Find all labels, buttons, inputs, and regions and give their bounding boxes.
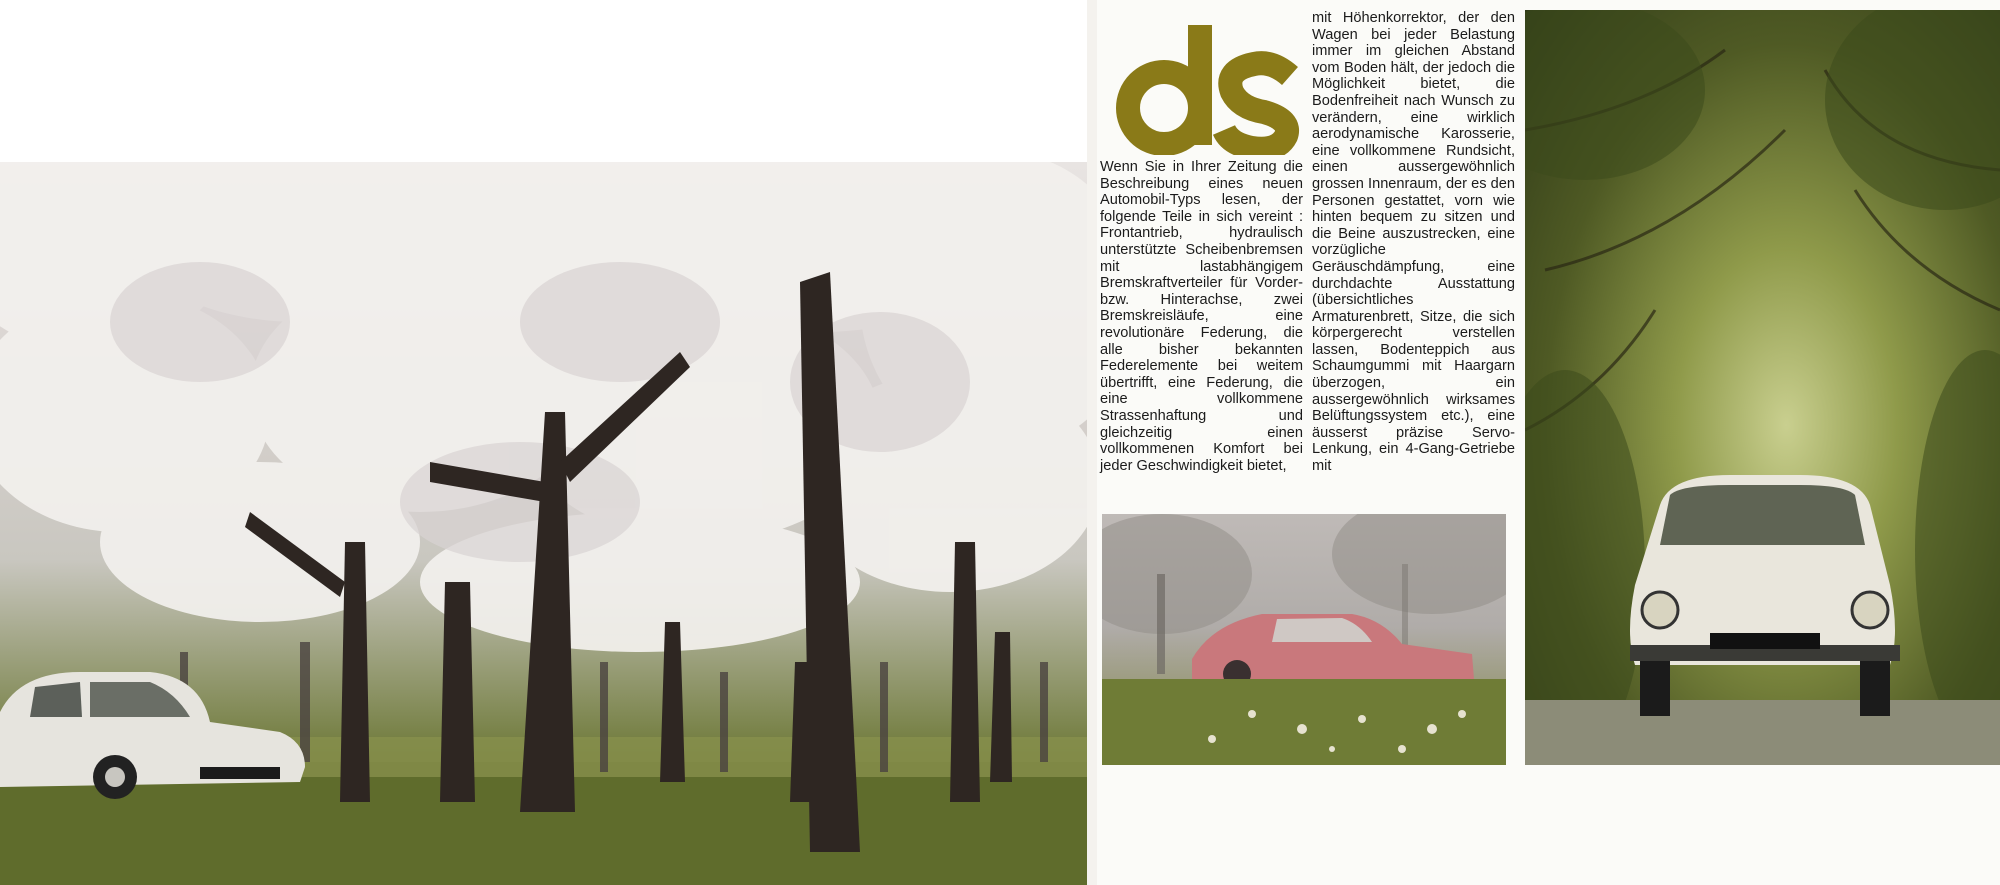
forest-photo (1525, 10, 2000, 765)
orchard-photo (0, 162, 1087, 885)
page-top-margin (0, 0, 1087, 162)
fog-photo (1102, 514, 1506, 765)
body-text-column-2: mit Höhenkorrektor, der den Wagen bei jeder Belastung immer im gleichen Abstand vom Boden hält, der jedoch die Möglichkeit bietet, die Bodenfreiheit nach Wunsch zu verändern, eine wirklich aerodynamische Karosserie, eine vollkommene Rundsicht, einen aussergewöhnlich grossen Innenraum, der es den Personen gestattet, vorn wie hinten bequem zu sitzen und die Beine auszustrecken, eine vorzügliche Geräuschdämpfung, eine durchdachte Ausstattung (übersichtliches Armaturenbrett, Sitze, die sich körpergerecht verstellen lassen, Bodenteppich aus Schaumgummi mit Haargarn überzogen, ein aussergewöhnlich wirksames Belüftungssystem etc.), eine äusserst präzise Servo-Lenkung, ein 4-Gang-Getriebe mit (1312, 10, 1515, 475)
body-text-column-1: Wenn Sie in Ihrer Zeitung die Beschreibung eines neuen Automobil-Typs lesen, der folgende Teile in sich vereint : Frontantrieb, hydraulisch unterstützte Scheibenbremsen mit lastabhängigem Bremskraftverteiler für Vorder-bzw. Hinterachse, zwei Bremskreisläufe, eine revolutionäre Federung, die alle bisher bekannten Federelemente bei weitem übertrifft, eine Federung, die eine vollkommene Strassenhaftung und gleichzeitig einen vollkommenen Komfort bei jeder Geschwindigkeit bietet, (1100, 159, 1303, 474)
ds-car-white (0, 672, 305, 799)
spread-fold (1087, 0, 1097, 885)
ds-logo (1102, 20, 1302, 155)
ds-car-front (1630, 475, 1900, 716)
ds-car-pink (1192, 614, 1474, 688)
ds-logo-text: ds (1102, 20, 1104, 21)
